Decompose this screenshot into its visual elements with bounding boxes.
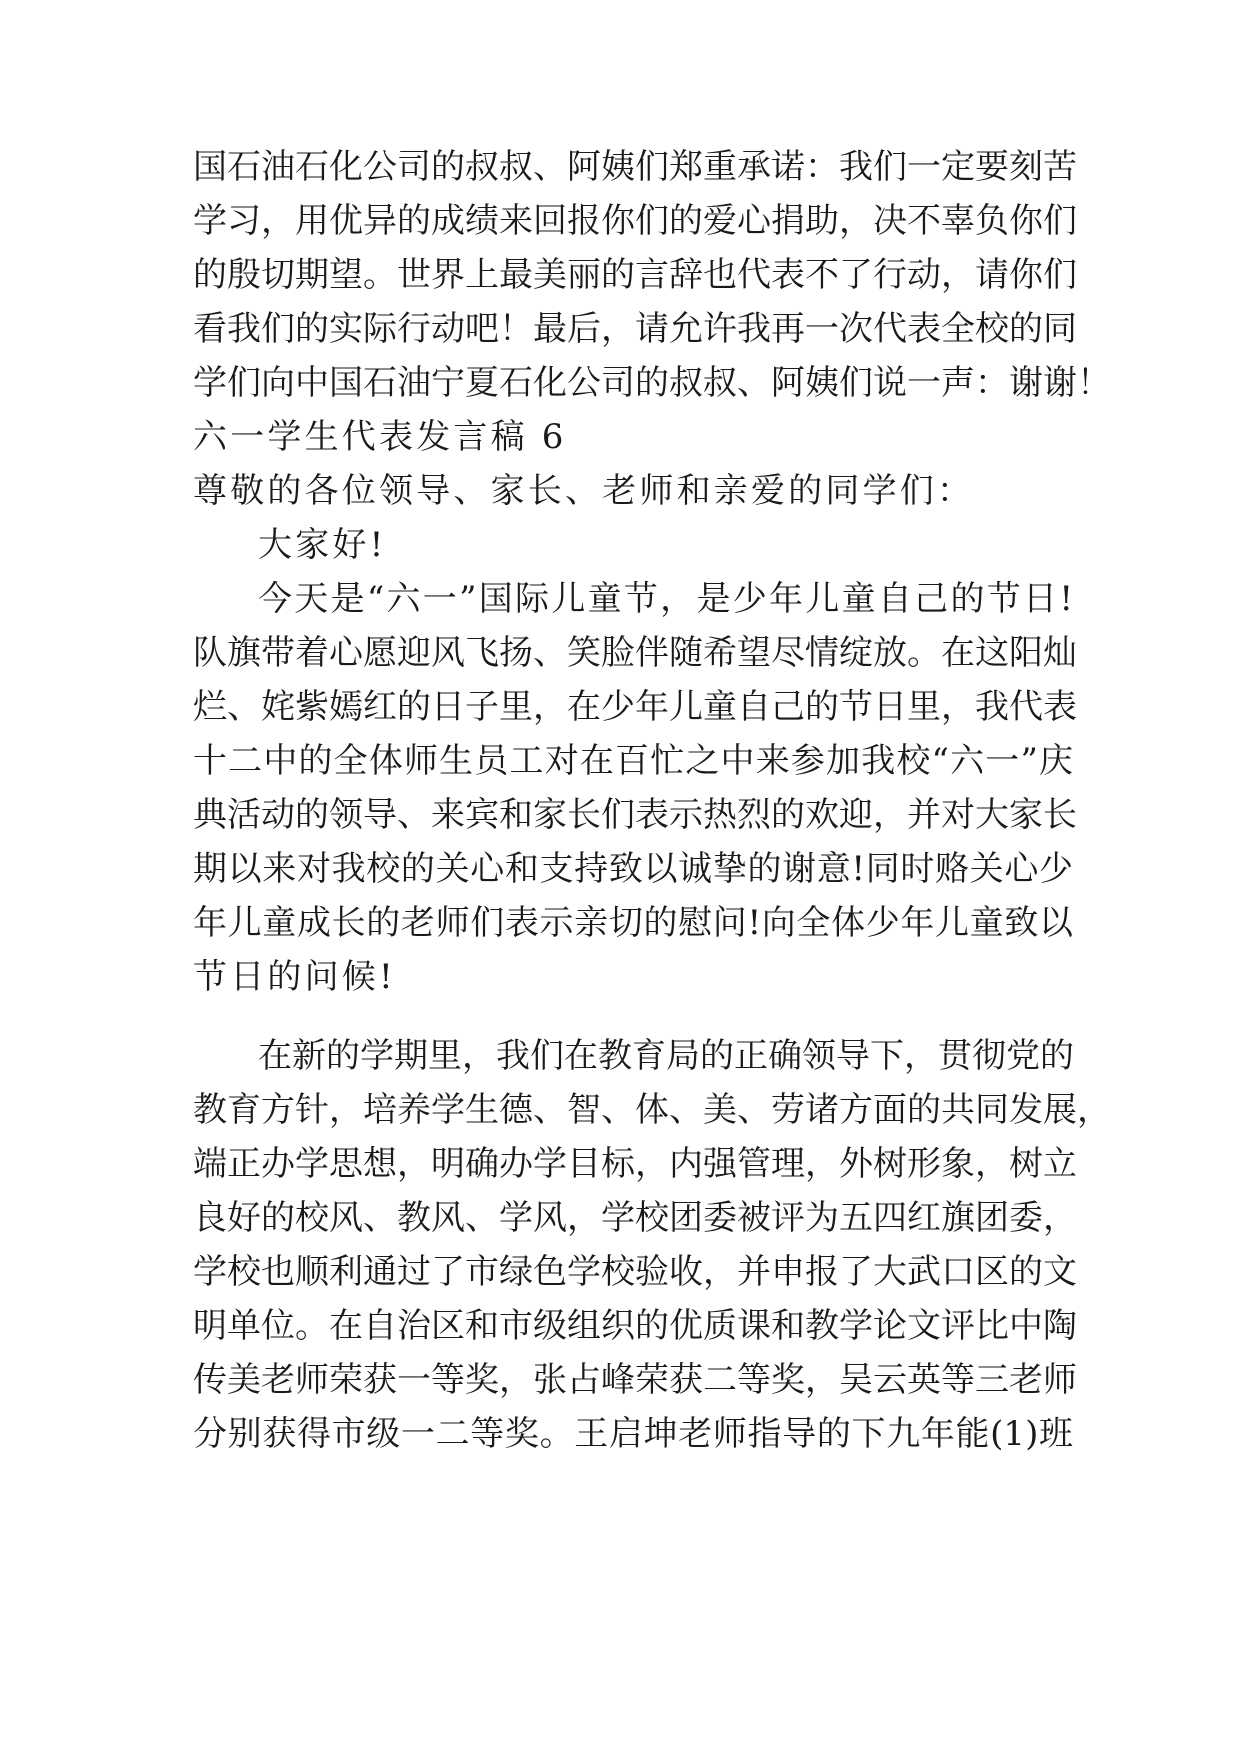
- text-line: 教育方针，培养学生德、智、体、美、劳诸方面的共同发展，: [193, 1090, 1111, 1130]
- salutation: 尊敬的各位领导、家长、老师和亲爱的同学们：: [193, 471, 975, 511]
- text-line: 分别获得市级一二等奖。王启坤老师指导的下九年能(1)班: [193, 1414, 1073, 1454]
- text-line: 节日的问候!: [193, 957, 396, 997]
- text-line: 国石油石化公司的叔叔、阿姨们郑重承诺：我们一定要刻苦: [193, 147, 1077, 187]
- text-line: 良好的校风、教风、学风，学校团委被评为五四红旗团委，: [193, 1198, 1077, 1238]
- text-line: 学习，用优异的成绩来回报你们的爱心捐助，决不辜负你们: [193, 201, 1077, 241]
- text-line: 典活动的领导、来宾和家长们表示热烈的欢迎，并对大家长: [193, 795, 1077, 835]
- text-line: 学们向中国石油宁夏石化公司的叔叔、阿姨们说一声：谢谢！: [193, 363, 1111, 403]
- text-line: 的殷切期望。世界上最美丽的言辞也代表不了行动，请你们: [193, 255, 1077, 295]
- greeting: 大家好!: [258, 525, 387, 565]
- text-line: 烂、姹紫嫣红的日子里，在少年儿童自己的节日里，我代表: [193, 687, 1077, 727]
- text-line: 明单位。在自治区和市级组织的优质课和教学论文评比中陶: [193, 1306, 1077, 1346]
- text-line: 十二中的全体师生员工对在百忙之中来参加我校“六一”庆: [193, 741, 1073, 781]
- text-line: 传美老师荣获一等奖，张占峰荣获二等奖，吴云英等三老师: [193, 1360, 1077, 1400]
- text-line: 看我们的实际行动吧！最后，请允许我再一次代表全校的同: [193, 309, 1077, 349]
- text-line: 今天是“六一”国际儿童节，是少年儿童自己的节日!: [258, 579, 1073, 619]
- text-line: 期以来对我校的关心和支持致以诚挚的谢意!同时赂关心少: [193, 849, 1073, 889]
- text-line: 年儿童成长的老师们表示亲切的慰问!向全体少年儿童致以: [193, 903, 1073, 943]
- text-line: 端正办学思想，明确办学目标，内强管理，外树形象，树立: [193, 1144, 1077, 1184]
- section-title: 六一学生代表发言稿 6: [193, 417, 567, 457]
- text-line: 队旗带着心愿迎风飞扬、笑脸伴随希望尽情绽放。在这阳灿: [193, 633, 1077, 673]
- text-line: 在新的学期里，我们在教育局的正确领导下，贯彻党的: [258, 1036, 1074, 1076]
- text-line: 学校也顺利通过了市绿色学校验收，并申报了大武口区的文: [193, 1252, 1077, 1292]
